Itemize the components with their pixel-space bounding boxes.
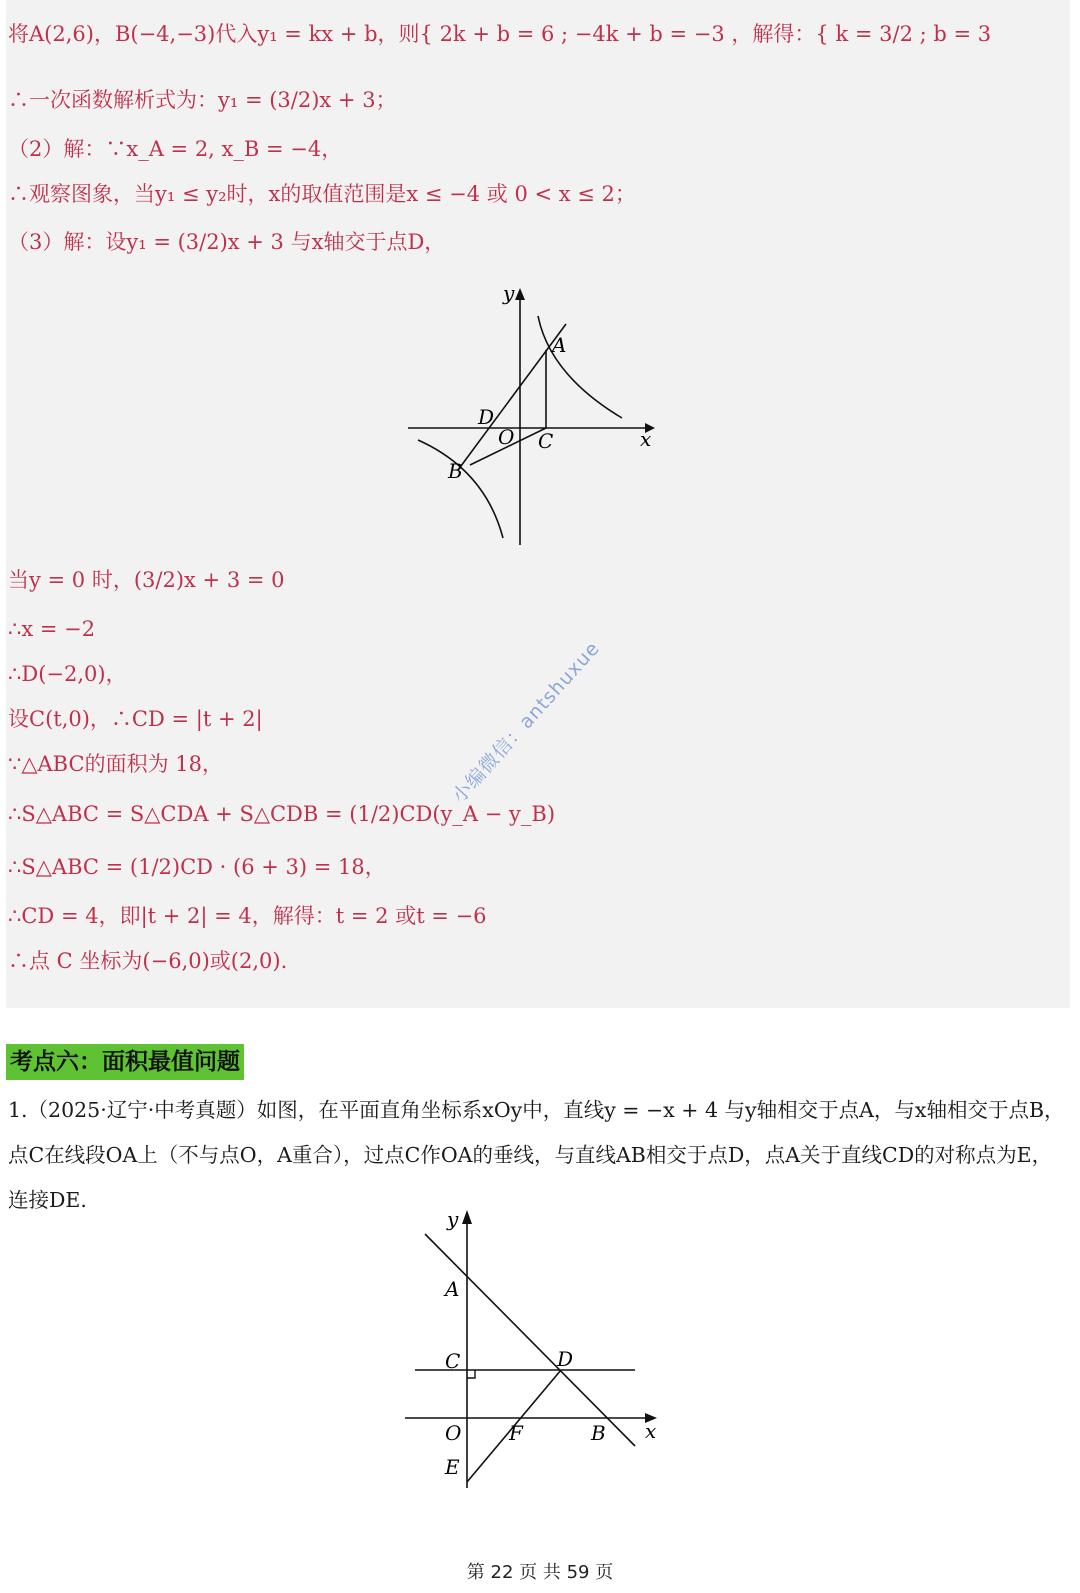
solution-line-5: （3）解：设y₁ = (3/2)x + 3 与x轴交于点D， <box>8 230 446 254</box>
solution-line-12: ∴S△ABC = (1/2)CD · (6 + 3) = 18， <box>8 855 386 879</box>
solution-line-1: 将A(2,6)，B(−4,−3)代入y₁ = kx + b，则{ 2k + b = 6 ; −4k + b = −3 ，解得：{ k = 3/2 ; b = 3 <box>8 22 992 46</box>
label-y: y <box>447 1207 459 1231</box>
section-title: 考点六：面积最值问题 <box>6 1044 244 1080</box>
label-b: B <box>448 459 463 483</box>
watermark: 小编微信：antshuxue <box>447 637 605 808</box>
hyperbola-branch-1 <box>538 316 622 418</box>
label-d: D <box>557 1347 574 1371</box>
y-axis-arrow <box>462 1210 472 1224</box>
label-x: x <box>645 1419 657 1443</box>
solution-line-13: ∴CD = 4，即|t + 2| = 4，解得：t = 2 或t = −6 <box>8 904 487 928</box>
problem-text: 1.（2025·辽宁·中考真题）如图，在平面直角坐标系xOy中，直线y = −x + 4 与y轴相交于点A，与x轴相交于点B，点C在线段OA上（不与点O，A重合），过点C作OA的垂线，与直线AB相交于点D，点A关于直线CD的对称点为E，连接DE. <box>8 1098 1065 1212</box>
solution-line-4: ∴观察图象，当y₁ ≤ y₂时，x的取值范围是x ≤ −4 或 0 < x ≤ 2； <box>8 182 636 206</box>
label-o: O <box>498 425 515 449</box>
label-f: F <box>509 1421 523 1445</box>
label-a: A <box>552 333 567 357</box>
label-x: x <box>640 427 652 451</box>
label-d: D <box>478 405 495 429</box>
solution-line-9: 设C(t,0)，∴CD = |t + 2| <box>8 707 263 731</box>
solution-line-7: ∴x = −2 <box>8 617 96 641</box>
y-axis-arrow <box>515 288 525 300</box>
figure-triangle <box>395 1200 675 1500</box>
label-o: O <box>445 1421 462 1445</box>
line-ab <box>425 1234 635 1446</box>
figure-hyperbola <box>400 280 670 555</box>
solution-line-3: （2）解：∵x_A = 2, x_B = −4， <box>8 137 343 161</box>
solution-line-10: ∵△ABC的面积为 18， <box>8 752 223 776</box>
solution-line-14: ∴点 C 坐标为(−6,0)或(2,0). <box>8 949 288 973</box>
solution-line-6: 当y = 0 时，(3/2)x + 3 = 0 <box>8 568 285 592</box>
label-y: y <box>503 281 515 305</box>
right-angle-mark <box>467 1370 475 1378</box>
label-c: C <box>445 1349 461 1373</box>
solution-line-8: ∴D(−2,0)， <box>8 662 127 686</box>
solution-line-11: ∴S△ABC = S△CDA + S△CDB = (1/2)CD(y_A − y_B) <box>8 802 556 826</box>
solution-line-2: ∴一次函数解析式为：y₁ = (3/2)x + 3； <box>8 88 397 112</box>
label-a: A <box>445 1277 460 1301</box>
label-e: E <box>445 1455 460 1479</box>
label-c: C <box>538 429 554 453</box>
label-b: B <box>591 1421 606 1445</box>
page-footer: 第 22 页 共 59 页 <box>466 1562 614 1583</box>
